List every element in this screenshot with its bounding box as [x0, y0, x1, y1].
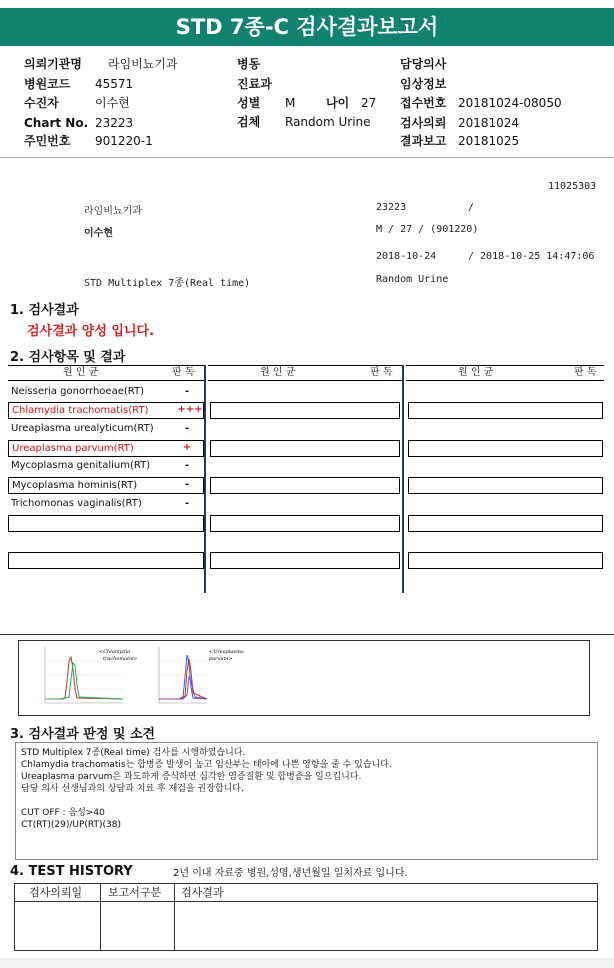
organism-row-positive: Chlamydia trachomatis(RT) — [8, 402, 204, 419]
report-date-field: 결과보고 20181025 — [400, 134, 520, 148]
ct-values-line: CT(RT)(29)/UP(RT)(38) — [21, 820, 122, 830]
ct-graph — [45, 647, 138, 703]
meta-chart: 23223 — [376, 202, 407, 213]
request-date-field: 검사의뢰 20181024 — [400, 116, 520, 130]
organism-result-positive: + — [182, 442, 192, 453]
section2-title: 2. 검사항목 및 결과 — [10, 350, 126, 365]
up-graph — [159, 647, 244, 703]
organism-result: - — [184, 498, 190, 509]
meta-patient: 이수현 — [84, 228, 113, 239]
ct-graph-label-1: <Chlamydia — [99, 649, 131, 655]
empty-row — [8, 515, 204, 532]
section4-title: 4. TEST HISTORY — [10, 864, 133, 879]
results-header-col3: 원 인 균 판 독 — [406, 365, 604, 381]
organism-result: - — [184, 386, 190, 397]
report-title: STD 7종-C 검사결과보고서 — [0, 8, 614, 46]
ward-field: 병동 — [237, 57, 261, 71]
dept-field: 진료과 — [237, 77, 272, 91]
history-col-date: 검사의뢰일 — [29, 886, 83, 899]
meta-chart-suffix: / — [468, 202, 475, 213]
hospital-code-field: 병원코드 45571 — [24, 77, 134, 91]
patient-field: 수진자 이수현 — [24, 96, 130, 110]
empty-row — [8, 552, 204, 569]
test-history-table — [14, 883, 598, 951]
interpretation-box — [15, 742, 598, 860]
amplification-graphs — [18, 640, 590, 716]
interpretation-line: 담당 의사 선생님과의 상담과 치료 후 재검을 권장합니다. — [21, 784, 244, 794]
meta-institution: 라임비뇨기과 — [84, 206, 142, 217]
age-field: 나이 27 — [326, 96, 377, 110]
organism-row: Ureaplasma urealyticum(RT) — [11, 423, 154, 434]
doctor-field: 담당의사 — [400, 57, 447, 71]
interpretation-line — [21, 795, 592, 807]
organism-row: Mycoplasma genitalium(RT) — [11, 460, 151, 471]
history-header-row — [15, 884, 597, 902]
empty-row — [210, 440, 400, 457]
empty-row — [408, 477, 603, 494]
history-col-type: 보고서구분 — [108, 886, 162, 899]
institution-field: 의뢰기관명 라임비뇨기과 — [24, 57, 178, 71]
results-table — [8, 365, 604, 593]
ct-graph-label-2: trachomatis> — [103, 656, 138, 662]
empty-row — [408, 515, 603, 532]
empty-row — [210, 552, 400, 569]
report-code: 11025303 — [548, 181, 597, 192]
up-graph-label-2: parvum> — [209, 656, 233, 662]
empty-row — [210, 477, 400, 494]
interpretation-line: Chlamydia trachomatis는 합병증 발생이 높고 임산부는 태아에 나쁜 영향을 줄 수 있습니다. — [21, 760, 392, 770]
specimen-field: 검체 Random Urine — [237, 115, 371, 129]
amplification-curves-image — [19, 641, 589, 715]
up-graph-label-1: <Ureaplasma — [209, 649, 244, 655]
history-column-divider — [100, 884, 101, 950]
organism-result: - — [184, 423, 190, 434]
empty-row — [408, 440, 603, 457]
meta-sex-age: M / 27 / (901220) — [376, 224, 479, 235]
cutoff-line: CUT OFF : 음성>40 — [21, 808, 105, 818]
organism-result: - — [184, 479, 190, 490]
meta-test-name: STD Multiplex 7종(Real time) — [84, 278, 251, 289]
meta-specimen: Random Urine — [376, 274, 449, 285]
history-column-divider — [174, 884, 175, 950]
section3-title: 3. 검사결과 판정 및 소견 — [10, 727, 156, 742]
id-number-field: 주민번호 901220-1 — [24, 134, 153, 148]
history-col-result: 검사결과 — [181, 886, 224, 899]
empty-row — [210, 402, 400, 419]
organism-result-positive: +++ — [177, 404, 203, 415]
empty-row — [408, 552, 603, 569]
interpretation-line: Ureaplasma parvum은 과도하게 증식하면 심각한 염증질환 및 합병증을 일으킵니다. — [21, 772, 362, 782]
column-divider — [402, 365, 404, 593]
meta-received-date: 2018-10-24 — [376, 251, 437, 262]
column-divider — [204, 365, 206, 593]
header-divider — [0, 157, 614, 158]
clinical-info-field: 임상정보 — [400, 77, 447, 91]
empty-row — [210, 515, 400, 532]
organism-row: Mycoplasma hominis(RT) — [8, 477, 204, 494]
history-note: 2년 이내 자료중 병원,성명,생년월일 일치자료 입니다. — [173, 868, 408, 879]
receipt-field: 접수번호 20181024-08050 — [400, 96, 562, 110]
results-header-col1: 원 인 균 판 독 — [8, 365, 204, 381]
sex-field: 성별 M — [237, 96, 296, 110]
interpretation-line: STD Multiplex 7종(Real time) 검사를 시행하였습니다. — [21, 748, 246, 758]
organism-row: Neisseria gonorrhoeae(RT) — [11, 386, 144, 397]
empty-row — [408, 402, 603, 419]
results-divider — [0, 634, 614, 635]
organism-row: Trichomonas vaginalis(RT) — [11, 498, 142, 509]
section1-title: 1. 검사결과 — [10, 303, 79, 318]
organism-row-positive: Ureaplasma parvum(RT) — [8, 440, 204, 457]
organism-result: - — [184, 460, 190, 471]
positive-result-text: 검사결과 양성 입니다. — [27, 324, 155, 339]
chart-no-field: Chart No. 23223 — [24, 116, 134, 130]
meta-reported-datetime: / 2018-10-25 14:47:06 — [468, 251, 595, 262]
results-header-col2: 원 인 균 판 독 — [208, 365, 402, 381]
